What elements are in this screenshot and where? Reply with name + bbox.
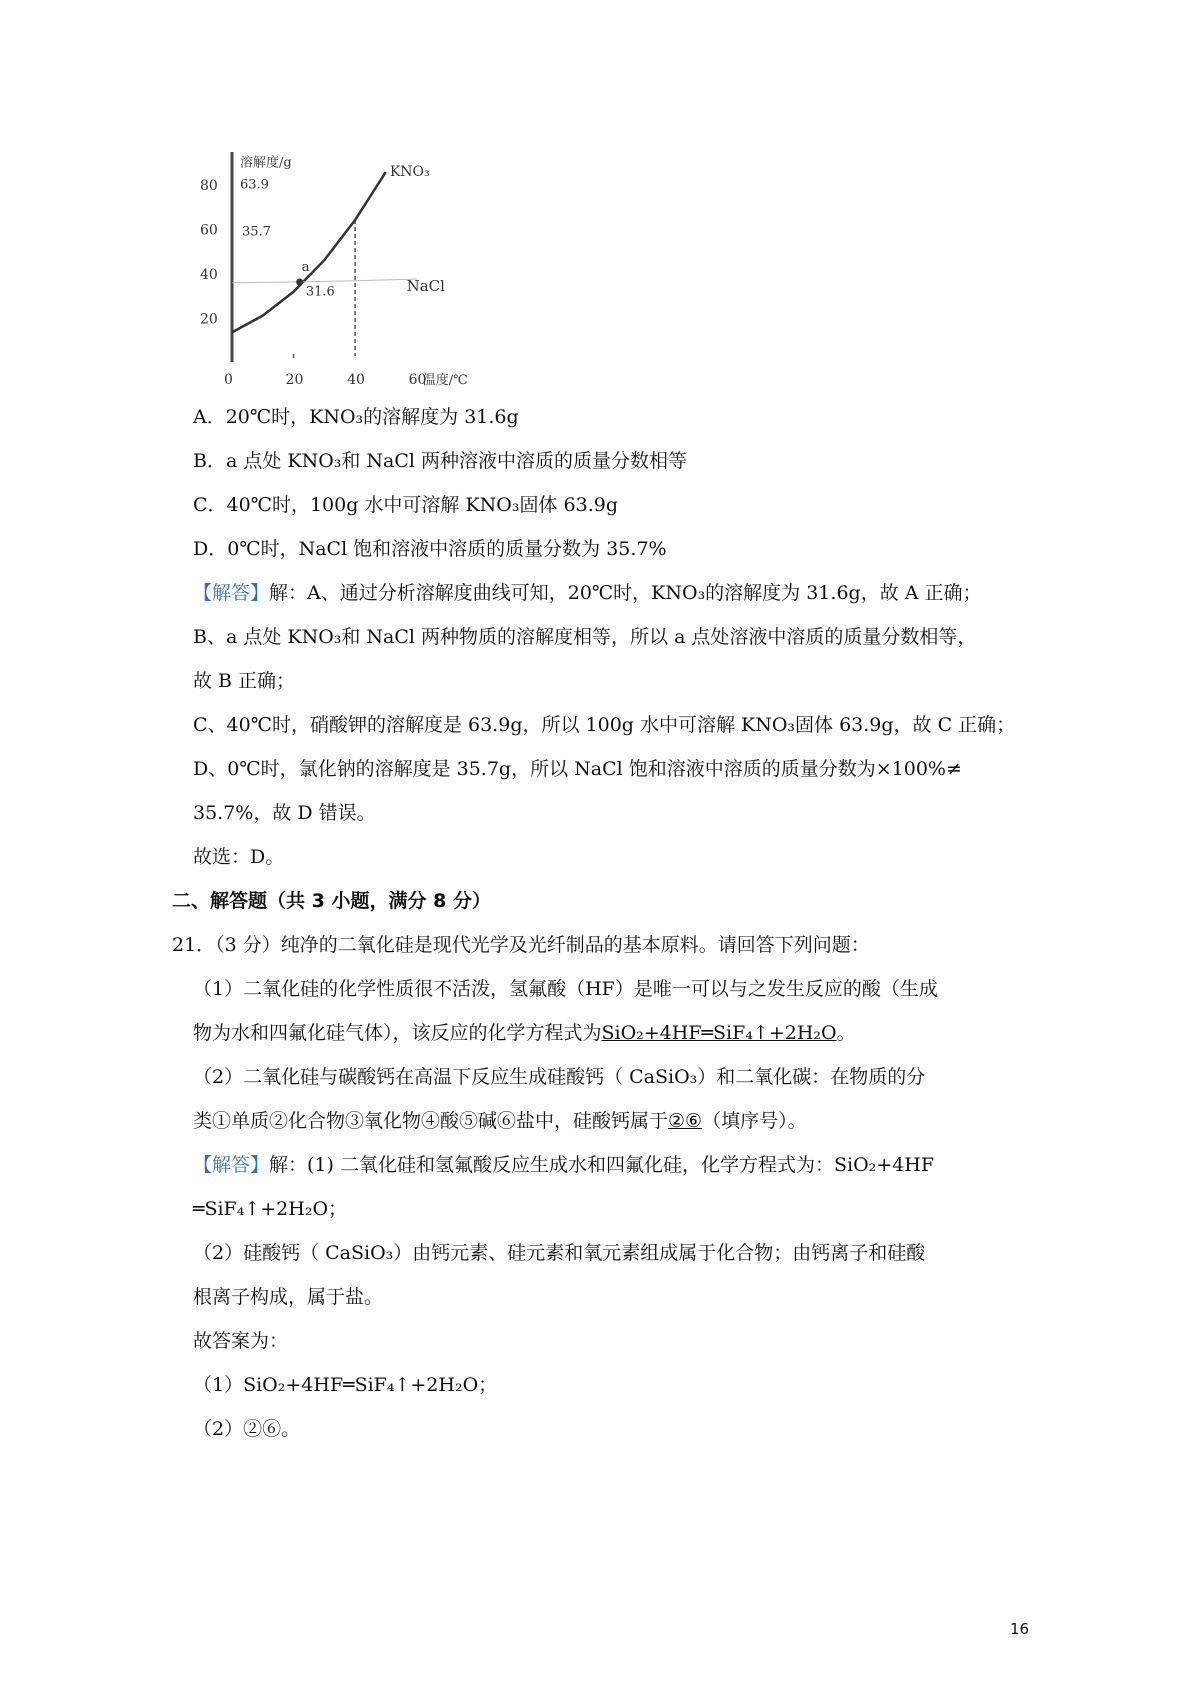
chart-annotation: 31.6: [305, 284, 335, 300]
y-axis-label: 溶解度/g: [240, 155, 292, 171]
section-heading: 二、解答题（共 3 小题，满分 8 分）: [172, 890, 491, 912]
chart-annotation: a: [301, 259, 310, 275]
answer20-line6: 35.7%，故 D 错误。: [193, 802, 376, 824]
answer21-line4: 根离子构成，属于盐。: [193, 1286, 384, 1308]
q21-stem: 21．（3 分）纯净的二氧化硅是现代光学及光纤制品的基本原料。请回答下列问题：: [172, 934, 870, 956]
y-tick-label: 20: [200, 311, 218, 328]
answer21-line7: （2）②⑥。: [193, 1418, 301, 1440]
option-b: B．a 点处 KNO₃和 NaCl 两种溶液中溶质的质量分数相等: [193, 450, 688, 472]
answer-tag: 【解答】: [193, 1154, 270, 1176]
y-tick-label: 40: [200, 267, 218, 284]
chart-annotation: 63.9: [240, 177, 269, 193]
q21-part1-line1: （1）二氧化硅的化学性质很不活泼，氢氟酸（HF）是唯一可以与之发生反应的酸（生成: [193, 978, 938, 1000]
y-tick-label: 80: [200, 178, 218, 195]
answer21-line5: 故答案为：: [193, 1330, 289, 1352]
option-c: C．40℃时，100g 水中可溶解 KNO₃固体 63.9g: [193, 494, 618, 516]
answer20-line1: 【解答】解：A、通过分析溶解度曲线可知，20℃时，KNO₃的溶解度为 31.6g，故 A 正确；: [193, 582, 982, 604]
answer20-line4: C、40℃时，硝酸钾的溶解度是 63.9g，所以 100g 水中可溶解 KNO₃固体 63.9g，故 C 正确；: [193, 714, 1016, 736]
answer21-line6: （1）SiO₂+4HF═SiF₄↑+2H₂O；: [193, 1374, 498, 1396]
x-tick-label: 20: [285, 372, 304, 388]
page-number: 16: [1010, 1620, 1030, 1638]
answer20-line5: D、0℃时，氯化钠的溶解度是 35.7g，所以 NaCl 饱和溶液中溶质的质量分数为×100%≠: [193, 758, 962, 780]
option-a: A．20℃时，KNO₃的溶解度为 31.6g: [193, 406, 519, 428]
x-tick-label: 40: [347, 372, 365, 388]
q21-part2-line1: （2）二氧化硅与碳酸钙在高温下反应生成硅酸钙（ CaSiO₃）和二氧化碳：在物质的分: [193, 1066, 926, 1088]
y-tick-label: 60: [200, 222, 218, 239]
x-axis-label: 温度/℃: [422, 373, 468, 388]
kno3-series-label: KNO₃: [389, 164, 430, 180]
option-d: D．0℃时，NaCl 饱和溶液中溶质的质量分数为 35.7%: [193, 538, 667, 560]
answer21-line3: （2）硅酸钙（ CaSiO₃）由钙元素、硅元素和氧元素组成属于化合物；由钙离子和硅酸: [193, 1242, 926, 1264]
x-tick-label: 0: [224, 372, 233, 388]
chart-annotation: 35.7: [242, 224, 271, 240]
answer21-line2: ═SiF₄↑+2H₂O；: [193, 1198, 348, 1220]
answer20-line3: 故 B 正确；: [193, 670, 296, 692]
x-tick-label: 60: [408, 372, 427, 388]
answer-blank-2: ②⑥: [668, 1110, 703, 1132]
nacl-curve: [232, 279, 417, 283]
solubility-chart: [190, 140, 510, 390]
answer21-line1: 【解答】解：(1) 二氧化硅和氢氟酸反应生成水和四氟化硅，化学方程式为：SiO₂+4HF: [193, 1154, 935, 1176]
answer-tag: 【解答】: [193, 582, 270, 604]
kno3-curve: [232, 172, 386, 332]
answer20-line2: B、a 点处 KNO₃和 NaCl 两种物质的溶解度相等，所以 a 点处溶液中溶质的质量分数相等，: [193, 626, 977, 648]
answer-blank-1: SiO₂+4HF═SiF₄↑+2H₂O: [601, 1022, 837, 1044]
intersection-point-a: [296, 279, 303, 286]
q21-part2-line2: 类①单质②化合物③氧化物④酸⑤碱⑥盐中，硅酸钙属于②⑥（填序号）。: [193, 1110, 807, 1132]
answer20-line7: 故选：D。: [193, 846, 285, 868]
nacl-series-label: NaCl: [406, 276, 445, 295]
q21-part1-line2: 物为水和四氟化硅气体），该反应的化学方程式为SiO₂+4HF═SiF₄↑+2H₂O。: [193, 1022, 856, 1044]
